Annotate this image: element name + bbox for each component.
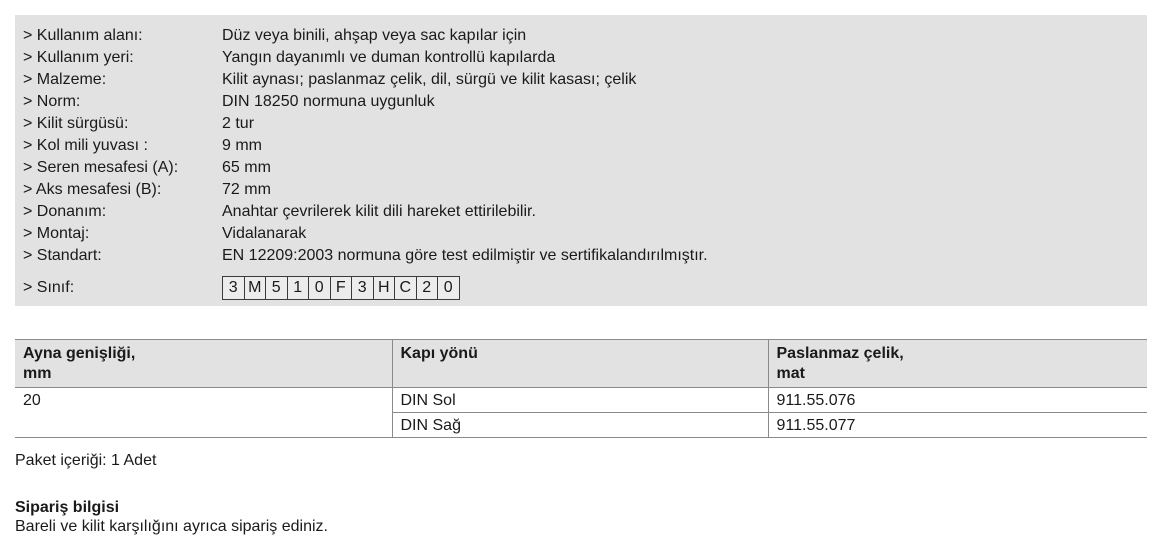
header-width [15, 340, 392, 388]
spec-label: > Sınıf: [23, 279, 75, 296]
header-stainless [768, 340, 1147, 388]
class-cell: 1 [288, 277, 310, 299]
class-cell: F [331, 277, 353, 299]
spec-value: Kilit aynası; paslanmaz çelik, dil, sürgü ve kilit kasası; çelik [222, 71, 637, 88]
class-cell: 0 [443, 279, 453, 296]
spec-value: 9 mm [222, 137, 262, 154]
cell-direction: DIN Sağ [392, 413, 768, 438]
header-direction [392, 340, 768, 388]
class-cell: 2 [417, 277, 439, 299]
spec-label: > Seren mesafesi (A): [23, 159, 179, 176]
class-cell: C [395, 277, 417, 299]
spec-label: > Malzeme: [23, 71, 107, 88]
class-cell: 5 [266, 277, 288, 299]
spec-label: > Kullanım yeri: [23, 49, 134, 66]
cell-width-empty [15, 413, 392, 438]
header-line: Ayna genişliği, [23, 345, 136, 362]
spec-label: > Norm: [23, 93, 81, 110]
spec-value: 2 tur [222, 115, 255, 132]
class-cell: 0 [309, 277, 331, 299]
class-cell: M [245, 277, 267, 299]
spec-label: > Aks mesafesi (B): [23, 181, 162, 198]
spec-value: Vidalanarak [222, 225, 307, 242]
spec-label: > Montaj: [23, 225, 90, 242]
spec-label: > Standart: [23, 247, 102, 264]
spec-value: 72 mm [222, 181, 271, 198]
spec-value: Düz veya binili, ahşap veya sac kapılar için [222, 27, 527, 44]
spec-label: > Kol mili yuvası : [23, 137, 148, 154]
spec-value: Anahtar çevrilerek kilit dili hareket ettirilebilir. [222, 203, 536, 220]
spec-label: > Kilit sürgüsü: [23, 115, 129, 132]
class-cell: 3 [352, 277, 374, 299]
spec-label: > Donanım: [23, 203, 107, 220]
header-line: mm [23, 365, 52, 382]
class-cell: 3 [223, 277, 245, 299]
cell-width: 20 [15, 388, 392, 413]
spec-label: > Kullanım alanı: [23, 27, 143, 44]
header-line: Kapı yönü [400, 345, 478, 362]
spec-value: Yangın dayanımlı ve duman kontrollü kapılarda [222, 49, 556, 66]
package-content: Paket içeriği: 1 Adet [15, 452, 157, 469]
spec-value: EN 12209:2003 normuna göre test edilmiştir ve sertifikalandırılmıştır. [222, 247, 708, 264]
classification-code [222, 276, 460, 300]
table-row [15, 388, 1147, 413]
spec-value: 65 mm [222, 159, 271, 176]
header-line: mat [776, 365, 805, 382]
order-info-title: Sipariş bilgisi [15, 499, 120, 516]
class-cell: H [374, 277, 396, 299]
cell-article-number: 911.55.077 [768, 413, 1147, 438]
header-line: Paslanmaz çelik, [776, 345, 904, 362]
table-row [15, 413, 1147, 438]
spec-value: DIN 18250 normuna uygunluk [222, 93, 435, 110]
product-table [15, 339, 1147, 438]
cell-article-number: 911.55.076 [768, 388, 1147, 413]
table-header-row [15, 340, 1147, 388]
cell-direction: DIN Sol [392, 388, 768, 413]
specifications-panel [15, 15, 1147, 306]
order-info-text: Bareli ve kilit karşılığını ayrıca sipariş ediniz. [15, 518, 328, 535]
